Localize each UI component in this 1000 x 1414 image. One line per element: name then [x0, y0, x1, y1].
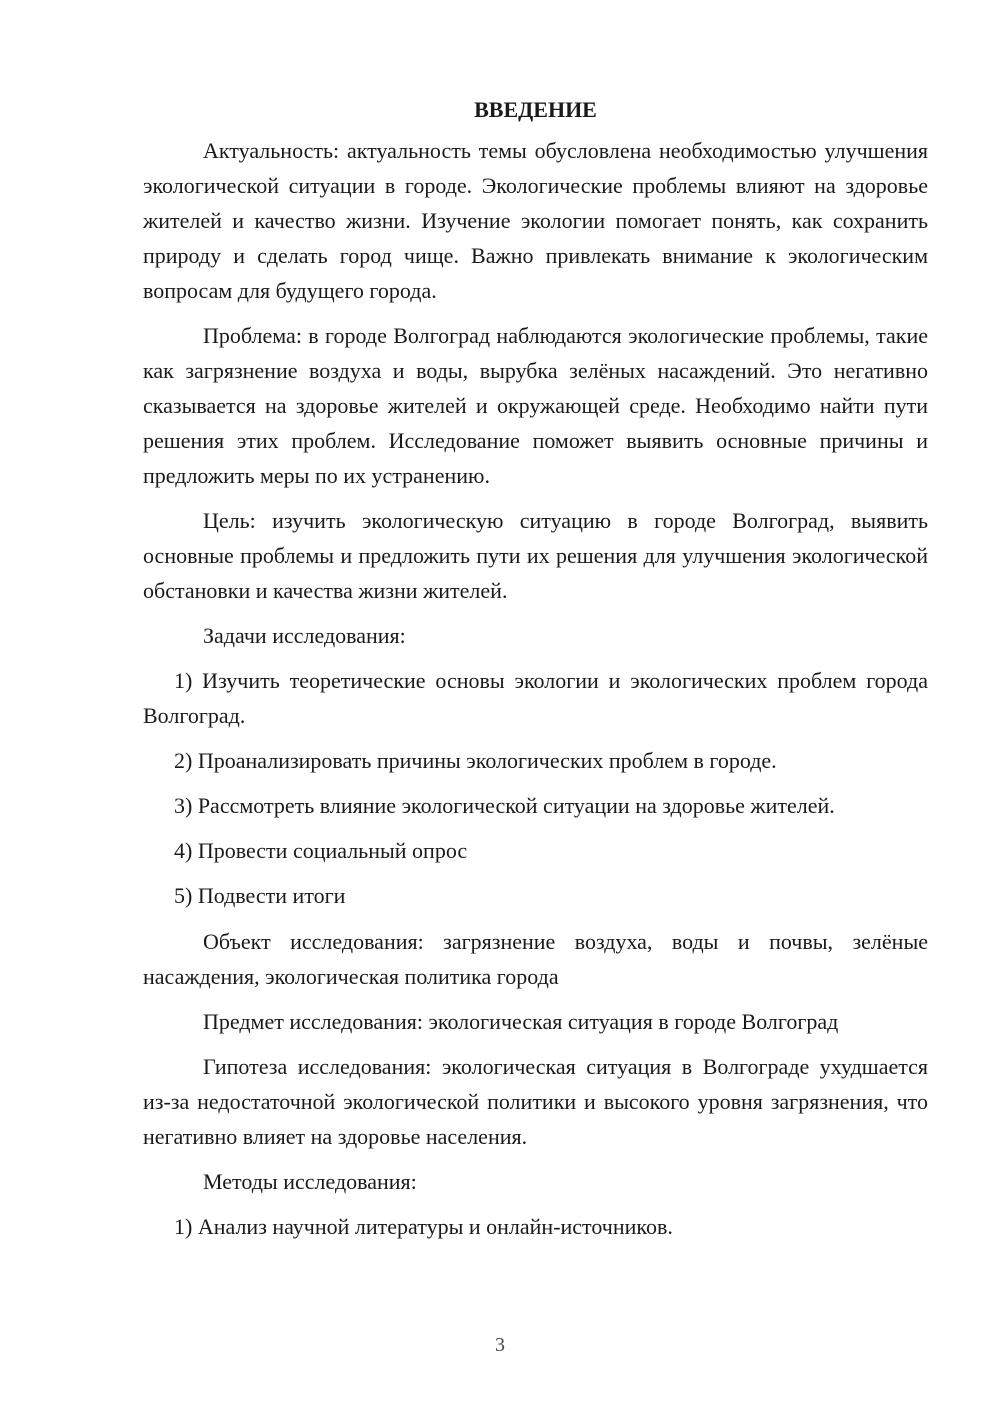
- tasks-heading: Задачи исследования:: [203, 623, 406, 648]
- task-item-4: 4) Провести социальный опрос: [174, 838, 468, 863]
- method-item-1: 1) Анализ научной литературы и онлайн-источников.: [174, 1214, 673, 1239]
- goal-paragraph: Цель: изучить экологическую ситуацию в городе Волгоград, выявить основные проблемы и предложить пути их решения для улучшения экологической обстановки и качества жизни жителей.: [143, 508, 928, 603]
- task-item-2: 2) Проанализировать причины экологических проблем в городе.: [174, 748, 777, 773]
- relevance-paragraph: Актуальность: актуальность темы обусловлена необходимостью улучшения экологической ситуации в городе. Экологические проблемы влияют на здоровье жителей и качество жизни. Изучение экологии помогает понять, как сохранить природу и сделать город чище. Важно привлекать внимание к экологическим вопросам для будущего города.: [143, 138, 928, 303]
- object-paragraph: Объект исследования: загрязнение воздуха, воды и почвы, зелёные насаждения, экологическая политика города: [143, 929, 928, 989]
- hypothesis-paragraph: Гипотеза исследования: экологическая ситуация в Волгограде ухудшается из-за недостаточной экологической политики и высокого уровня загрязнения, что негативно влияет на здоровье населения.: [143, 1054, 928, 1149]
- problem-paragraph: Проблема: в городе Волгоград наблюдаются экологические проблемы, такие как загрязнение воздуха и воды, вырубка зелёных насаждений. Это негативно сказывается на здоровье жителей и окружающей среде. Необходимо найти пути решения этих проблем. Исследование поможет выявить основные причины и предложить меры по их устранению.: [143, 323, 928, 488]
- document-page: [143, 92, 928, 1244]
- methods-heading: Методы исследования:: [203, 1169, 417, 1194]
- page-number: 3: [495, 1334, 505, 1356]
- task-item-1: 1) Изучить теоретические основы экологии и экологических проблем города Волгоград.: [143, 668, 928, 728]
- subject-paragraph: Предмет исследования: экологическая ситуация в городе Волгоград: [203, 1009, 839, 1034]
- page-title: ВВЕДЕНИЕ: [474, 97, 597, 122]
- task-item-3: 3) Рассмотреть влияние экологической ситуации на здоровье жителей.: [174, 793, 835, 818]
- task-item-5: 5) Подвести итоги: [174, 883, 346, 908]
